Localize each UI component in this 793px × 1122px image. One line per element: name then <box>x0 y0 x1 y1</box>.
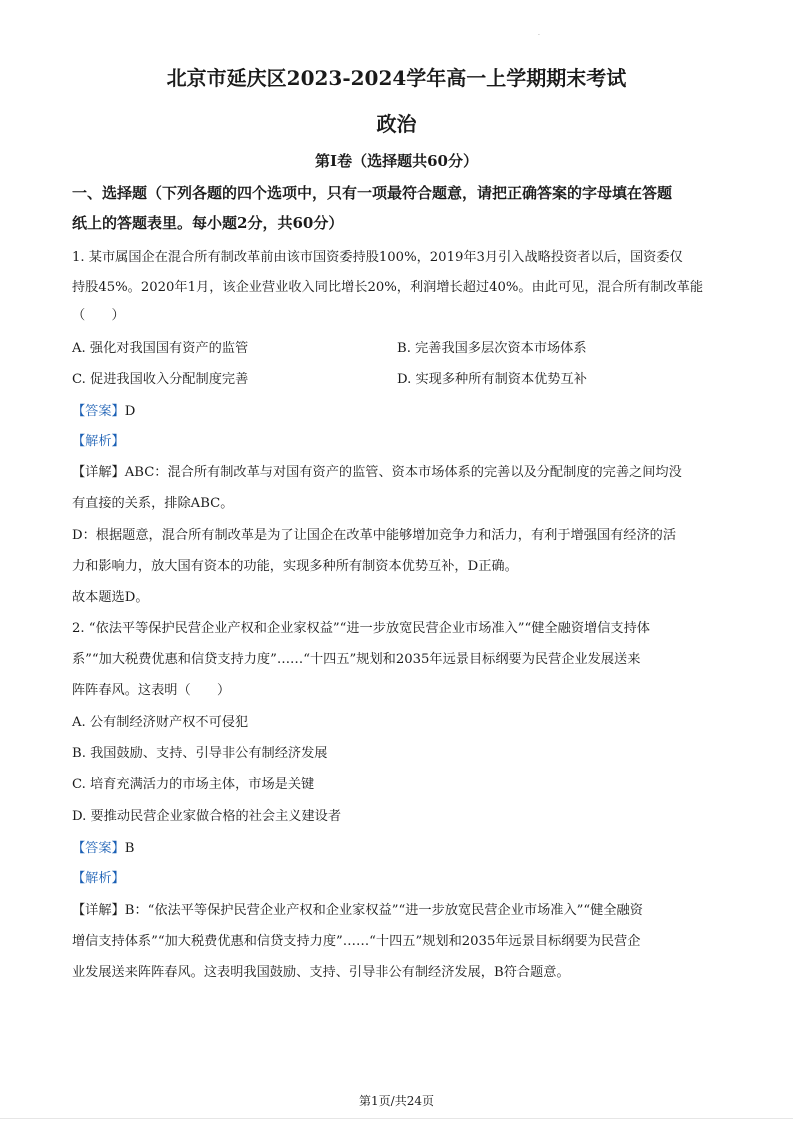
detail-tag: 【详解】 <box>72 903 125 918</box>
q1-detail-line2: 有直接的关系，排除ABC。 <box>72 496 234 511</box>
subject-heading: 政治 <box>376 112 417 136</box>
q2-option-d: D. 要推动民营企业家做合格的社会主义建设者 <box>72 809 342 824</box>
q1-option-d: D. 实现多种所有制资本优势互补 <box>397 372 587 387</box>
q2-option-a: A. 公有制经济财产权不可侵犯 <box>72 715 249 730</box>
page-number-footer: 第1页/共24页 <box>359 1094 434 1108</box>
volume-heading: 第Ⅰ卷（选择题共60分） <box>315 152 478 170</box>
q2-detail-line3: 业发展送来阵阵春风。这表明我国鼓励、支持、引导非公有制经济发展，B符合题意。 <box>72 965 570 980</box>
q1-stem-line1: 1. 某市属国企在混合所有制改革前由该市国资委持股100%，2019年3月引入战略投资者以后，国资委仅 <box>72 250 683 265</box>
q1-answer <box>72 400 135 419</box>
q2-detail-line2: 增信支持体系”“加大税费优惠和信贷支持力度”……“十四五”规划和2035年远景目标纲要为民营企 <box>72 934 641 949</box>
detail-text: ABC：混合所有制改革与对国有资产的监管、资本市场体系的完善以及分配制度的完善之间均没 <box>124 465 682 480</box>
page-title: 北京市延庆区2023-2024学年高一上学期期末考试 <box>166 66 627 90</box>
detail-tag: 【详解】 <box>72 465 125 480</box>
q2-analysis-tag: 【解析】 <box>72 871 125 886</box>
answer-value: D <box>124 404 136 419</box>
q2-stem-line2: 系”“加大税费优惠和信贷支持力度”……“十四五”规划和2035年远景目标纲要为民营企业发展送来 <box>72 652 641 667</box>
q2-detail-line1 <box>72 899 643 918</box>
section-heading-line1: 一、选择题（下列各题的四个选项中，只有一项最符合题意，请把正确答案的字母填在答题 <box>72 184 673 202</box>
q1-option-c: C. 促进我国收入分配制度完善 <box>72 372 249 387</box>
scan-dot: . <box>538 30 540 37</box>
q1-option-a: A. 强化对我国国有资产的监管 <box>72 341 249 356</box>
q1-analysis-tag: 【解析】 <box>72 434 125 449</box>
q1-option-b: B. 完善我国多层次资本市场体系 <box>397 341 587 356</box>
q2-stem-line1: 2. “依法平等保护民营企业产权和企业家权益”“进一步放宽民营企业市场准入”“健全融资增信支持体 <box>72 621 650 636</box>
section-heading-line2: 纸上的答题表里。每小题2分，共60分） <box>72 214 344 232</box>
q1-detail-line4: 力和影响力，放大国有资本的功能，实现多种所有制资本优势互补，D正确。 <box>72 559 518 574</box>
q1-detail-line5: 故本题选D。 <box>72 590 149 605</box>
q2-option-c: C. 培育充满活力的市场主体，市场是关键 <box>72 777 315 792</box>
answer-value: B <box>124 841 135 856</box>
q1-stem-line3: （ ） <box>72 308 125 323</box>
bottom-divider <box>0 1118 793 1119</box>
q2-answer <box>72 837 134 856</box>
q1-stem-line2: 持股45%。2020年1月，该企业营业收入同比增长20%，利润增长超过40%。由此可见，混合所有制改革能 <box>72 280 704 295</box>
q1-detail-line3: D：根据题意，混合所有制改革是为了让国企在改革中能够增加竞争力和活力，有利于增强国有经济的活 <box>72 528 677 543</box>
detail-text: B：“依法平等保护民营企业产权和企业家权益”“进一步放宽民营企业市场准入”“健全融资 <box>124 903 643 918</box>
q2-stem-line3: 阵阵春风。这表明（ ） <box>72 683 231 698</box>
answer-tag: 【答案】 <box>72 841 125 856</box>
q1-detail-line1 <box>72 461 682 480</box>
q2-option-b: B. 我国鼓励、支持、引导非公有制经济发展 <box>72 746 328 761</box>
answer-tag: 【答案】 <box>72 404 125 419</box>
